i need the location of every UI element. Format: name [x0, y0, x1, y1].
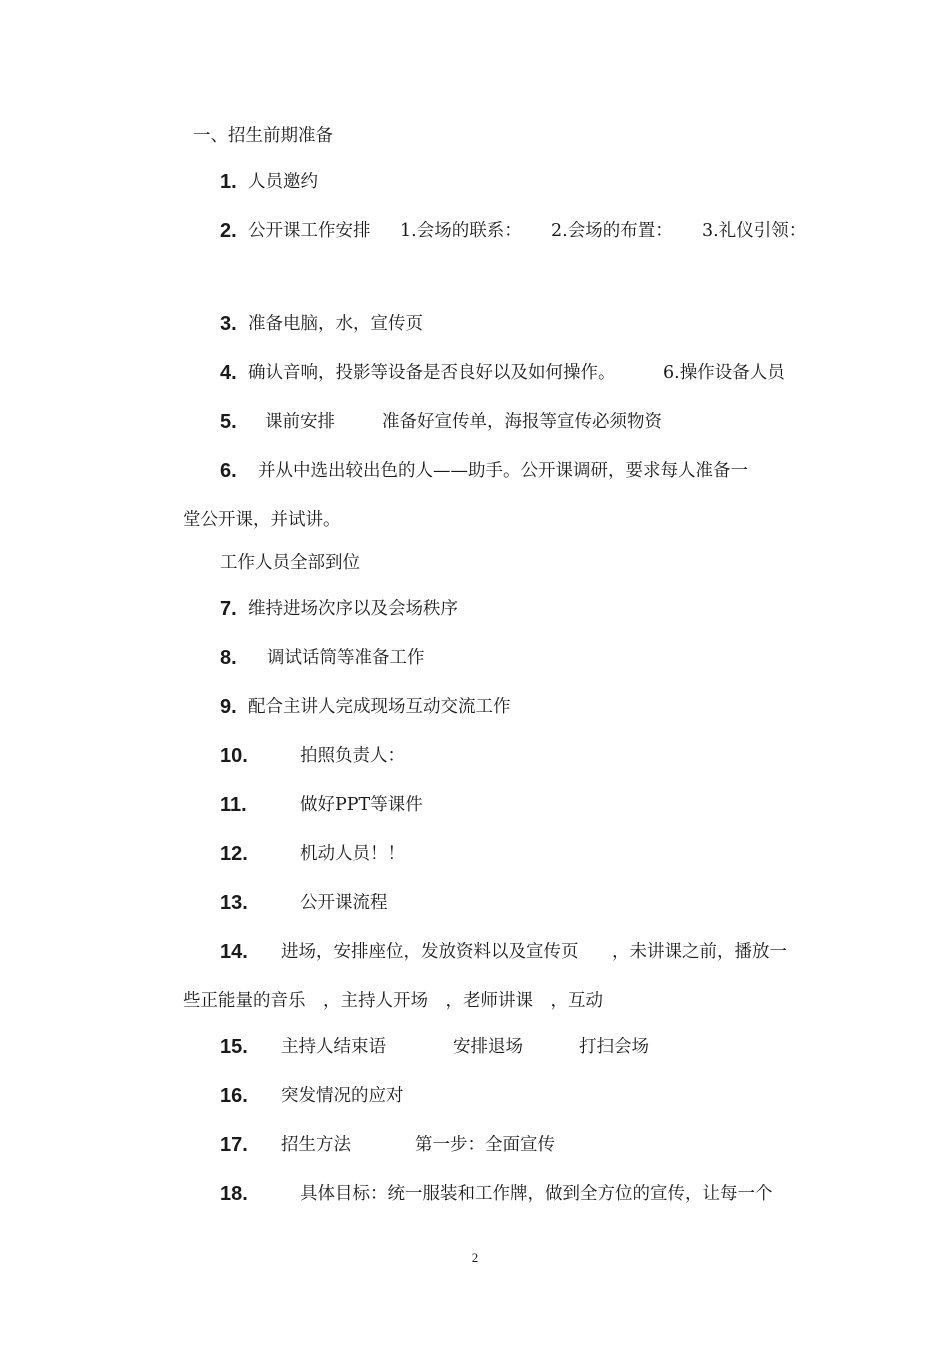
item-number: 18.: [220, 1183, 248, 1205]
item-number: 3.: [220, 313, 237, 335]
item-text: 维持进场次序以及会场秩序: [248, 599, 458, 619]
item-text: 准备好宣传单，海报等宣传必须物资: [382, 412, 662, 432]
item-text: 公开课工作安排: [248, 221, 371, 241]
plain-line: 工作人员全部到位: [220, 553, 360, 573]
item-text: 做好PPT等课件: [300, 795, 423, 815]
item-number: 4.: [220, 362, 237, 384]
item-number: 2.: [220, 220, 237, 242]
item-text: 1.会场的联系：: [400, 221, 522, 241]
item-number: 8.: [220, 647, 237, 669]
page-number: 2: [471, 1250, 479, 1265]
item-text: 安排退场: [453, 1037, 523, 1057]
item-number: 7.: [220, 598, 237, 620]
item-text: 并从中选出较出色的人——助手。公开课调研，要求每人准备一: [258, 461, 748, 481]
item-number: 13.: [220, 892, 248, 914]
item-text: 2.会场的布置：: [551, 221, 673, 241]
item-number: 9.: [220, 696, 237, 718]
item-text-continued: 些正能量的音乐 ，主持人开场 ，老师讲课 ，互动: [183, 991, 603, 1011]
item-text: 调试话筒等准备工作: [267, 648, 425, 668]
item-text: 机动人员！！: [300, 844, 405, 864]
item-text: 准备电脑，水，宣传页: [248, 314, 423, 334]
item-text: 3.礼仪引领：: [702, 221, 807, 241]
item-number: 11.: [220, 794, 247, 816]
item-text: 6.操作设备人员: [663, 363, 785, 383]
item-text: 进场，安排座位，发放资料以及宣传页: [281, 942, 579, 962]
item-number: 12.: [220, 843, 248, 865]
item-number: 5.: [220, 411, 237, 433]
item-text: 课前安排: [265, 412, 335, 432]
item-text: 打扫会场: [579, 1037, 649, 1057]
item-text: 突发情况的应对: [281, 1086, 404, 1106]
item-text: 招生方法: [281, 1135, 351, 1155]
item-number: 16.: [220, 1085, 248, 1107]
item-number: 10.: [220, 745, 248, 767]
item-number: 1.: [220, 171, 237, 193]
item-text-continued: 堂公开课，并试讲。: [183, 510, 341, 530]
item-text: 配合主讲人完成现场互动交流工作: [248, 697, 511, 717]
item-number: 14.: [220, 941, 248, 963]
item-text: 确认音响，投影等设备是否良好以及如何操作。: [248, 363, 616, 383]
item-text: 人员邀约: [248, 172, 318, 192]
item-number: 17.: [220, 1134, 248, 1156]
section-heading: 一、招生前期准备: [193, 126, 333, 146]
item-text: 公开课流程: [300, 893, 388, 913]
item-text: ，未讲课之前，播放一: [612, 942, 787, 962]
item-text: 具体目标：统一服装和工作牌，做到全方位的宣传，让每一个: [300, 1184, 773, 1204]
item-number: 15.: [220, 1036, 248, 1058]
item-number: 6.: [220, 460, 237, 482]
item-text: 拍照负责人：: [300, 746, 405, 766]
item-text: 第一步：全面宣传: [415, 1135, 555, 1155]
item-text: 主持人结束语: [281, 1037, 386, 1057]
